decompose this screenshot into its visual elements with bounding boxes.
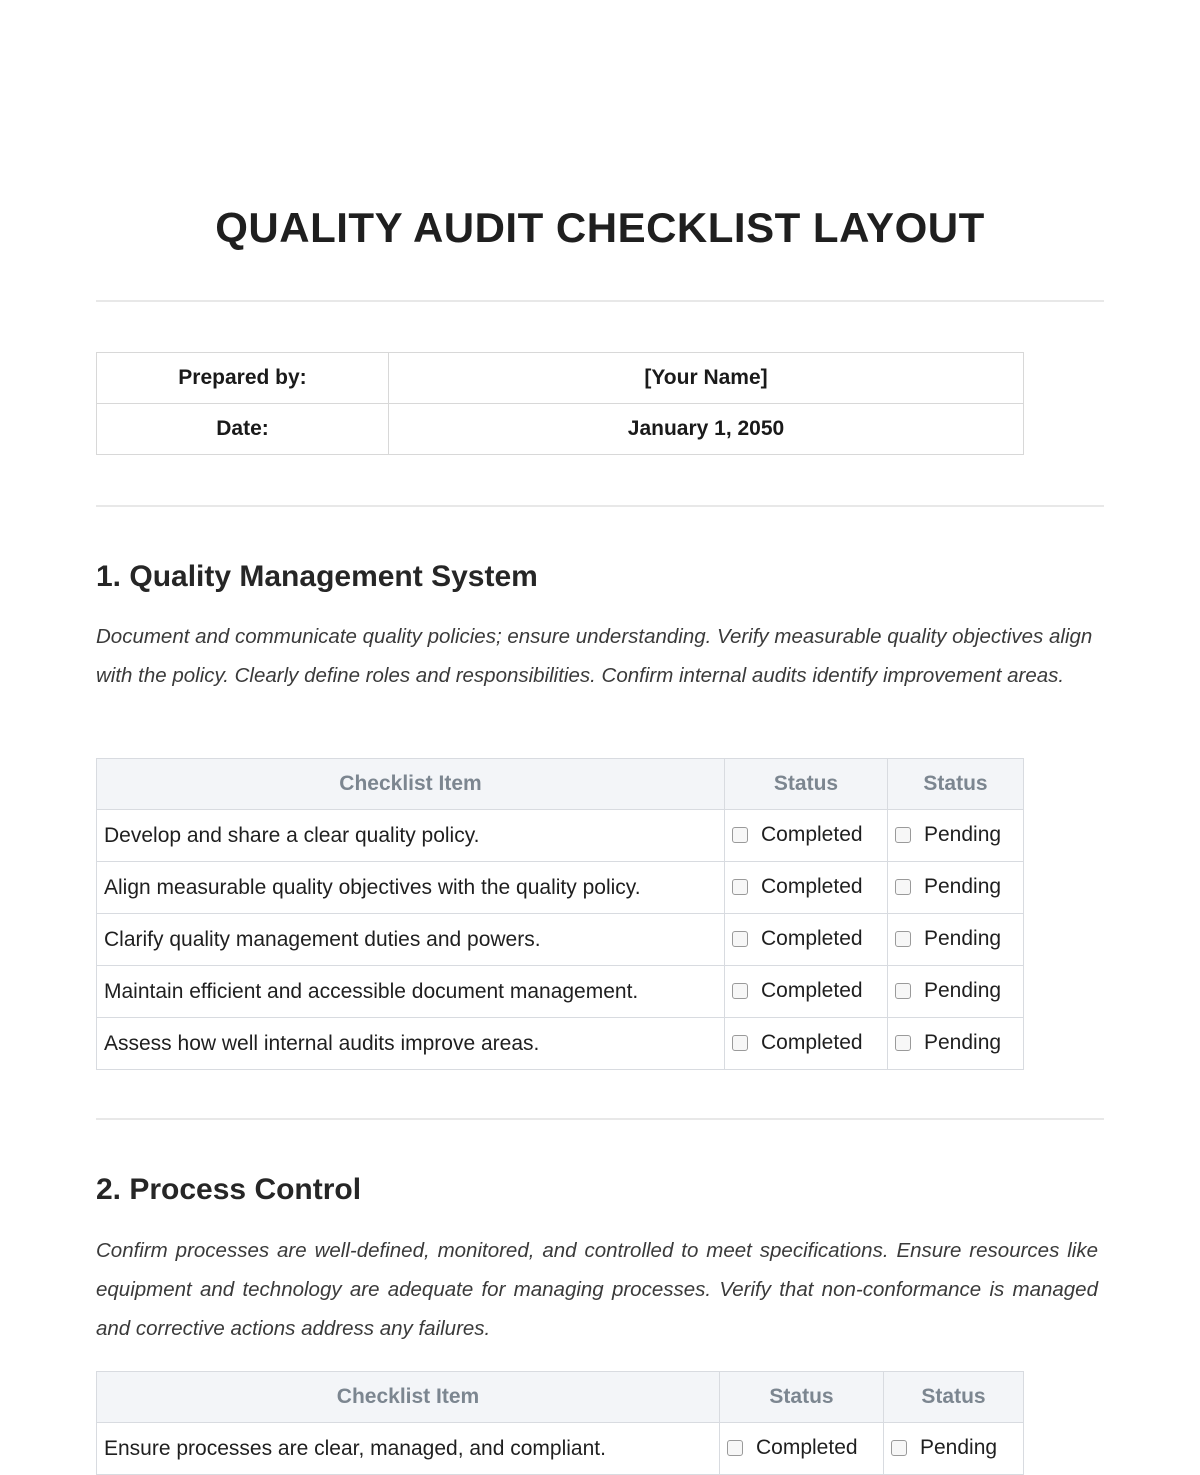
checklist-item: Assess how well internal audits improve areas. bbox=[97, 1018, 725, 1070]
status-completed-cell bbox=[725, 966, 888, 1018]
completed-option[interactable] bbox=[732, 823, 863, 847]
meta-row-date bbox=[97, 404, 1024, 455]
prepared-by-label: Prepared by: bbox=[97, 353, 389, 404]
table-row bbox=[97, 862, 1024, 914]
status-completed-cell bbox=[725, 810, 888, 862]
status-completed-cell bbox=[725, 1018, 888, 1070]
pending-option[interactable] bbox=[895, 823, 1001, 847]
status-completed-cell bbox=[725, 914, 888, 966]
table-row bbox=[97, 966, 1024, 1018]
status-pending-cell bbox=[888, 810, 1024, 862]
section-description: Confirm processes are well-defined, monitored, and controlled to meet specifications. Ensure resources like equipment and technology are adequate for managing processes. Verify that non-conformance is managed and corrective actions address any failures. bbox=[96, 1239, 1098, 1340]
completed-option[interactable] bbox=[732, 927, 863, 951]
pending-label: Pending bbox=[924, 978, 1002, 1002]
checklist-item: Maintain efficient and accessible document management. bbox=[97, 966, 725, 1018]
column-header-item: Checklist Item bbox=[97, 1372, 720, 1423]
completed-label: Completed bbox=[761, 1030, 863, 1054]
status-pending-cell bbox=[888, 862, 1024, 914]
divider bbox=[96, 300, 1104, 302]
status-pending-cell bbox=[888, 1018, 1024, 1070]
column-header-status: Status bbox=[884, 1372, 1024, 1423]
checklist-item: Ensure processes are clear, managed, and compliant. bbox=[97, 1423, 720, 1475]
pending-checkbox[interactable] bbox=[891, 1440, 907, 1456]
pending-option[interactable] bbox=[895, 927, 1001, 951]
checklist-item: Clarify quality management duties and powers. bbox=[97, 914, 725, 966]
checklist-item: Align measurable quality objectives with the quality policy. bbox=[97, 862, 725, 914]
table-row bbox=[97, 914, 1024, 966]
meta-table bbox=[96, 352, 1024, 455]
pending-option[interactable] bbox=[891, 1436, 997, 1460]
table-header-row bbox=[97, 759, 1024, 810]
status-pending-cell bbox=[884, 1423, 1024, 1475]
completed-label: Completed bbox=[761, 926, 863, 950]
table-row bbox=[97, 1423, 1024, 1475]
completed-option[interactable] bbox=[732, 979, 863, 1003]
pending-label: Pending bbox=[924, 874, 1002, 898]
table-row bbox=[97, 810, 1024, 862]
completed-label: Completed bbox=[756, 1435, 858, 1459]
pending-label: Pending bbox=[924, 926, 1002, 950]
table-header-row bbox=[97, 1372, 1024, 1423]
prepared-by-value: [Your Name] bbox=[389, 353, 1024, 404]
divider bbox=[96, 505, 1104, 507]
completed-option[interactable] bbox=[732, 1031, 863, 1055]
completed-checkbox[interactable] bbox=[732, 983, 748, 999]
section-heading: 1. Quality Management System bbox=[96, 560, 538, 593]
pending-checkbox[interactable] bbox=[895, 827, 911, 843]
meta-row-prepared-by bbox=[97, 353, 1024, 404]
checklist-table bbox=[96, 758, 1024, 1070]
checklist-item: Develop and share a clear quality policy. bbox=[97, 810, 725, 862]
column-header-item: Checklist Item bbox=[97, 759, 725, 810]
column-header-status: Status bbox=[725, 759, 888, 810]
pending-checkbox[interactable] bbox=[895, 879, 911, 895]
date-value: January 1, 2050 bbox=[389, 404, 1024, 455]
completed-checkbox[interactable] bbox=[732, 931, 748, 947]
completed-option[interactable] bbox=[732, 875, 863, 899]
status-pending-cell bbox=[888, 966, 1024, 1018]
pending-option[interactable] bbox=[895, 875, 1001, 899]
pending-label: Pending bbox=[924, 1030, 1002, 1054]
completed-label: Completed bbox=[761, 822, 863, 846]
pending-checkbox[interactable] bbox=[895, 1035, 911, 1051]
pending-option[interactable] bbox=[895, 1031, 1001, 1055]
completed-label: Completed bbox=[761, 978, 863, 1002]
status-completed-cell bbox=[725, 862, 888, 914]
checklist-table bbox=[96, 1371, 1024, 1475]
completed-checkbox[interactable] bbox=[732, 827, 748, 843]
status-completed-cell bbox=[720, 1423, 884, 1475]
pending-label: Pending bbox=[924, 822, 1002, 846]
section-description: Document and communicate quality policies; ensure understanding. Verify measurable quality objectives align with the policy. Clearly define roles and responsibilities. Confirm internal audits identify improvement areas. bbox=[96, 625, 1093, 687]
completed-checkbox[interactable] bbox=[732, 1035, 748, 1051]
pending-label: Pending bbox=[920, 1435, 998, 1459]
pending-checkbox[interactable] bbox=[895, 931, 911, 947]
section-heading: 2. Process Control bbox=[96, 1173, 362, 1206]
completed-label: Completed bbox=[761, 874, 863, 898]
pending-option[interactable] bbox=[895, 979, 1001, 1003]
column-header-status: Status bbox=[888, 759, 1024, 810]
document-title: QUALITY AUDIT CHECKLIST LAYOUT bbox=[215, 204, 985, 251]
table-row bbox=[97, 1018, 1024, 1070]
column-header-status: Status bbox=[720, 1372, 884, 1423]
status-pending-cell bbox=[888, 914, 1024, 966]
divider bbox=[96, 1118, 1104, 1120]
completed-checkbox[interactable] bbox=[732, 879, 748, 895]
date-label: Date: bbox=[97, 404, 389, 455]
completed-option[interactable] bbox=[727, 1436, 858, 1460]
pending-checkbox[interactable] bbox=[895, 983, 911, 999]
completed-checkbox[interactable] bbox=[727, 1440, 743, 1456]
